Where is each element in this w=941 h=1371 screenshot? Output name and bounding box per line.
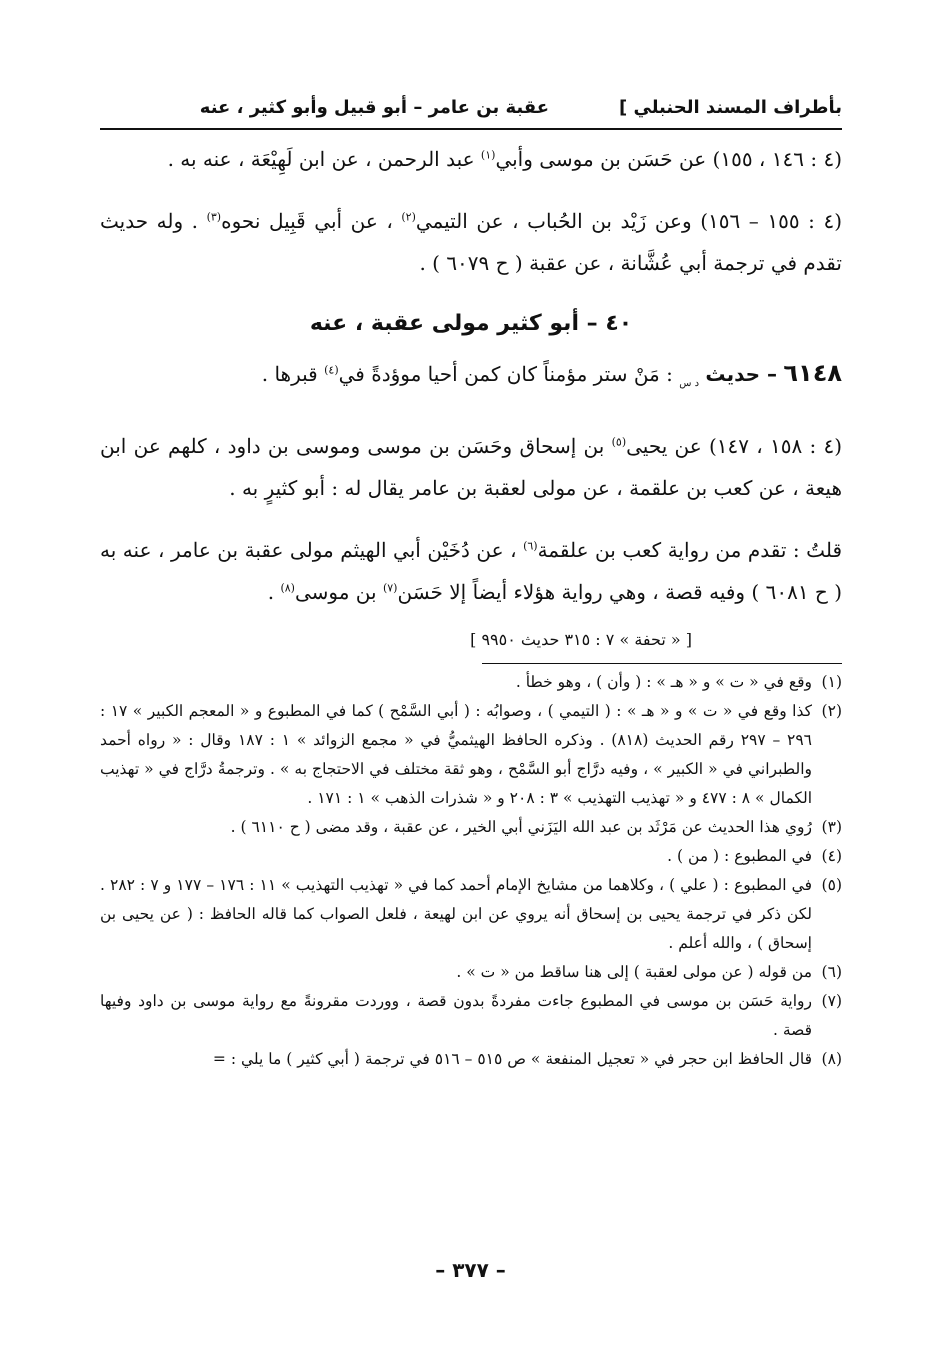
header-rule	[100, 128, 842, 130]
footnote-ref-6: (٦)	[523, 539, 538, 553]
footnote: (١) وقع في « ت » و « هـ » : ( وأن ) ، وهو خطأ .	[515, 673, 842, 691]
footnote: (٨) قال الحافظ ابن حجر في « تعجيل المنفعة » ص ٥١٥ – ٥١٦ في ترجمة ( أبي كثير ) ما يلي : =	[212, 1050, 842, 1068]
hadith-entry: ٦١٤٨ – حديث $_{د س}$ : مَنْ ستر مؤمناً كان كمن أحيا موؤدةً في$^{(٤)}$ قبرها .	[261, 359, 842, 389]
header-chapter-title: عقبة بن عامر – أبو قبيل وأبو كثير ، عنه	[199, 97, 549, 118]
paragraph-4: قلتُ : تقدم من رواية كعب بن علقمة$^{(٦)}$ ، عن دُخَيْن أبي الهيثم مولى عقبة بن عامر ، عنه به ( ح ٦٠٨١ ) وفيه قصة ، وهي رواية هؤلاء أيضاً إلا حَسَن$^{(٧)}$ بن موسى$^{(٨)}$ .	[100, 538, 842, 604]
footnote-separator	[482, 663, 842, 664]
page-number: – ٣٧٧ –	[435, 1258, 506, 1282]
footnote-ref-7: (٧)	[382, 581, 398, 595]
footnote: (٣) رُوي هذا الحديث عن مَرْثَد بن عبد الله اليَزَني أبي الخير ، عن عقبة ، وقد مضى ( ح ٦١١٠ ) .	[230, 818, 842, 836]
hadith-number: ٦١٤٨	[783, 359, 842, 387]
footnote: (٧) رواية حَسَن بن موسى في المطبوع جاءت مفردةً بدون قصة ، ووردت مقرونةً مع رواية موسى بن داود وفيها قصة .	[100, 992, 842, 1039]
footnote-ref-5: (٥)	[611, 435, 627, 449]
paragraph-3: (٤ : ١٥٨ ، ١٤٧) عن يحيى$^{(٥)}$ بن إسحاق وحَسَن بن موسى وموسى بن داود ، كلهم عن ابن هيعة ، عن كعب بن علقمة ، عن مولى لعقبة بن عامر يقال له : أبو كثيرٍ به .	[100, 434, 843, 500]
footnote: (٦) من قوله ( عن مولى لعقبة ) إلى هنا ساقط من « ت » .	[456, 963, 842, 981]
section-heading: ٤٠ – أبو كثير مولى عقبة ، عنه	[309, 311, 633, 336]
tuhfa-reference: [ « تحفة » ٧ : ٣١٥ حديث ٩٩٥٠ ]	[470, 630, 692, 649]
paragraph-1: (٤ : ١٤٦ ، ١٥٥) عن حَسَن بن موسى وأبي$^{(١)}$ عبد الرحمن ، عن ابن لَهِيْعَة ، عنه به .	[167, 147, 842, 171]
page	[100, 88, 842, 1074]
footnote: (٥) في المطبوع : ( علي ) ، وكلاهما من مشايخ الإمام أحمد كما في « تهذيب التهذيب » ١١ : ١٧٦ – ١٧٧ و ٧ : ٢٨٢ . لكن ذكر في ترجمة يحيى بن إسحاق أنه يروي عن ابن لهيعة ، فلعل الصواب كما قاله الحافظ : ( عن يحيى بن إسحاق ) ، والله أعلم .	[100, 876, 842, 952]
hadith-source-marker: د س	[679, 378, 700, 389]
header-book-title: بأطراف المسند الحنبلي ]	[619, 97, 842, 118]
footnote-ref-2: (٢)	[401, 210, 416, 224]
paragraph-2: (٤ : ١٥٥ – ١٥٦) وعن زَيْد بن الحُباب ، عن التيمي$^{(٢)}$ ، عن أبي قَبِيل نحوه$^{(٣)}$ . وله حديث تقدم في ترجمة أبي عُشَّانة ، عن عقبة ( ح ٦٠٧٩ ) .	[100, 209, 843, 275]
hadith-label: – حديث	[705, 362, 778, 386]
footnote-ref-1: (١)	[480, 148, 496, 162]
footnote: (٤) في المطبوع : ( من ) .	[667, 847, 842, 865]
footnote: (٢) كذا وقع في « ت » و « هـ » : ( التيمي ) ، وصوابُه : ( أبي السَّمْح ) كما في المطبوع و « المعجم الكبير » ١٧ : ٢٩٦ – ٢٩٧ رقم الحديث (٨١٨) . وذكره الحافظ الهيثميُّ في « مجمع الزوائد » ١ : ١٨٧ وقال : « رواه أحمد والطبراني في « الكبير » ، وفيه درَّاج أبو السَّمْح ، وهو ثقة مختلف في الاحتجاج به » . وترجمةُ درَّاج في « تهذيب الكمال » ٨ : ٤٧٧ و « تهذيب التهذيب » ٣ : ٢٠٨ و « شذرات الذهب » ١ : ١٧١ .	[100, 702, 842, 807]
footnote-ref-3: (٣)	[206, 210, 222, 224]
running-header	[100, 88, 842, 128]
footnote-ref-4: (٤)	[324, 363, 339, 377]
footnote-ref-8: (٨)	[280, 581, 295, 595]
footnotes	[100, 668, 842, 1074]
